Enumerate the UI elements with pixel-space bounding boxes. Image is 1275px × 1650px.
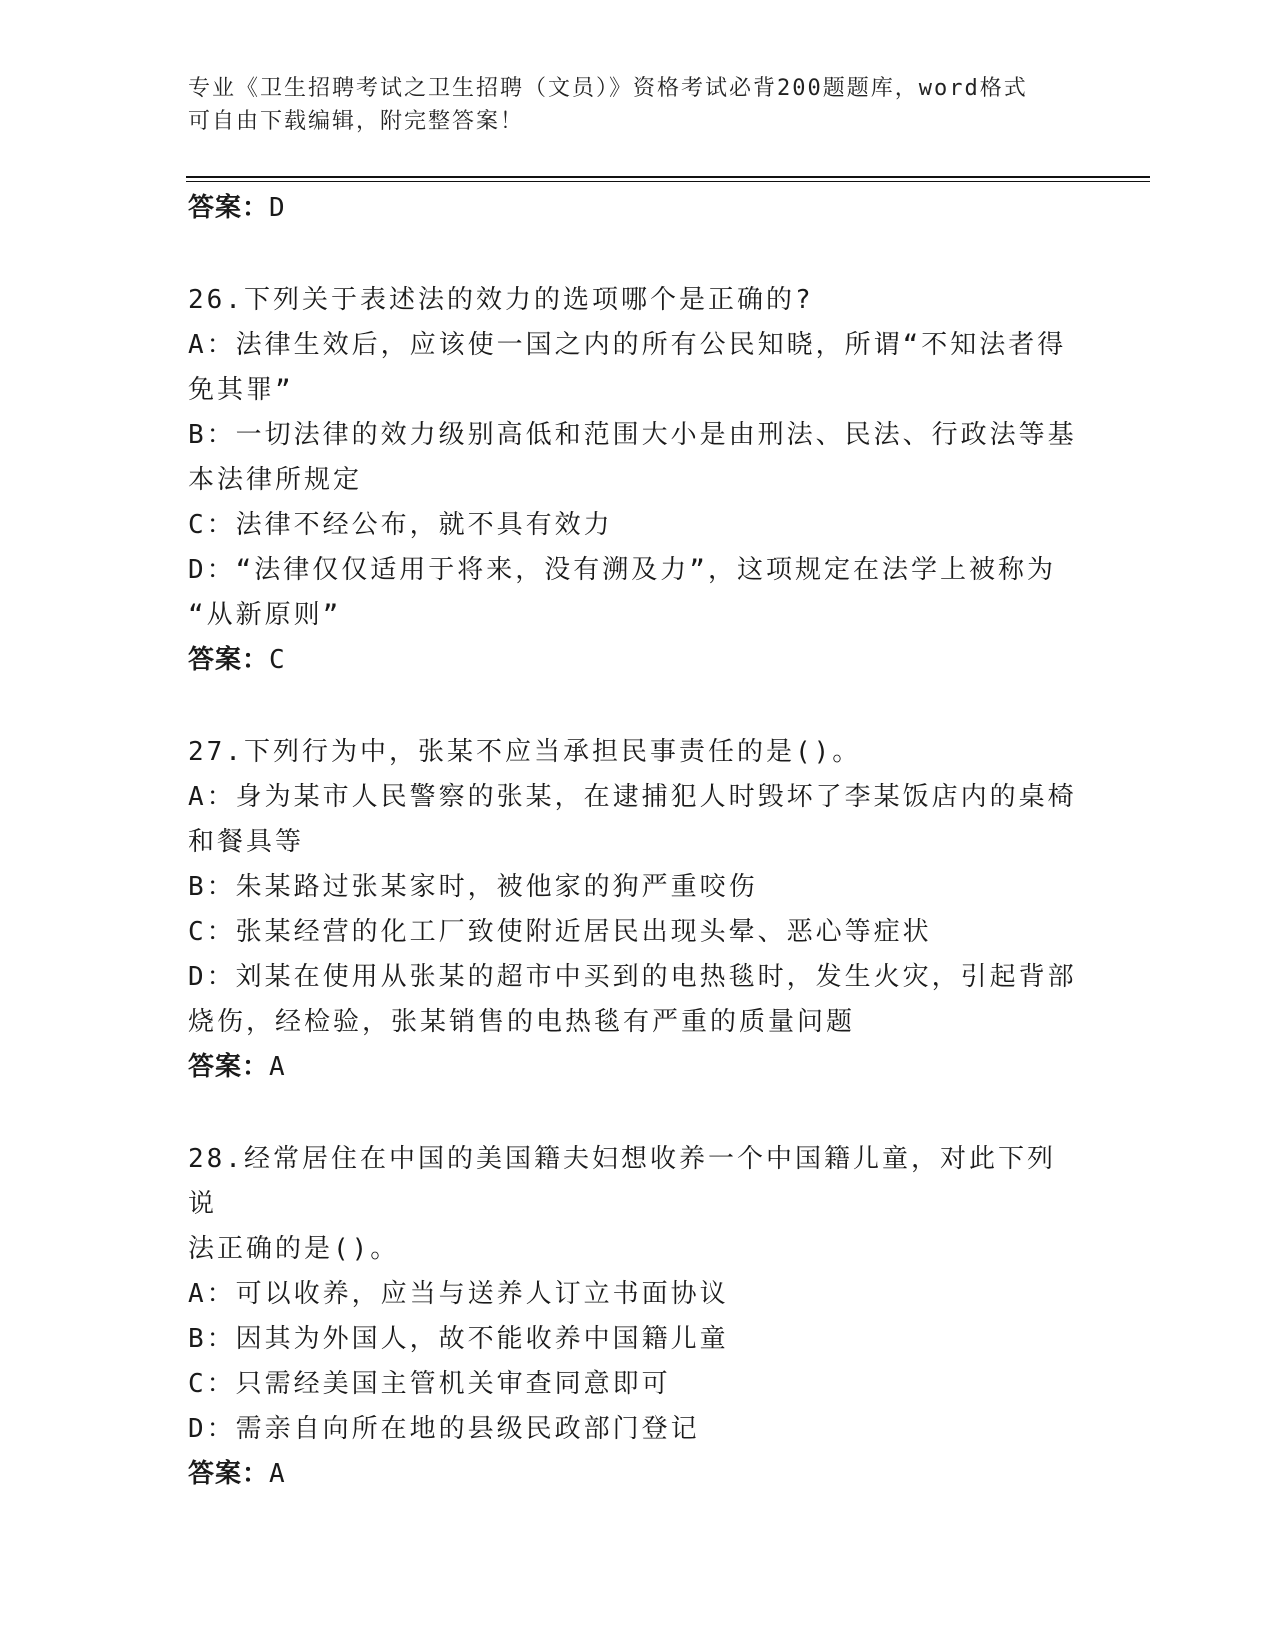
option-text-continued: 烧伤，经检验，张某销售的电热毯有严重的质量问题 [188, 1007, 856, 1037]
answer-value: A [269, 1052, 286, 1082]
option-c [188, 503, 1078, 548]
question-answer [188, 638, 1078, 683]
option-text: C：法律不经公布，就不具有效力 [188, 510, 613, 540]
question-answer [188, 1045, 1078, 1090]
spacer [188, 1090, 1078, 1137]
option-text: A：法律生效后，应该使一国之内的所有公民知晓，所谓“不知法者得 [188, 330, 1067, 360]
question-stem: 26.下列关于表述法的效力的选项哪个是正确的? [188, 285, 814, 315]
option-a [188, 1272, 1078, 1317]
option-d [188, 955, 1078, 1045]
option-d [188, 548, 1078, 638]
option-a [188, 775, 1078, 865]
option-b [188, 865, 1078, 910]
question-27 [188, 730, 1078, 1090]
header-divider-thick [186, 176, 1150, 178]
question-content [188, 186, 1078, 1497]
option-text: B：一切法律的效力级别高低和范围大小是由刑法、民法、行政法等基 [188, 420, 1077, 450]
option-text: A：可以收养，应当与送养人订立书面协议 [188, 1279, 729, 1309]
option-text-continued: 免其罪” [188, 375, 294, 405]
option-text-continued: 本法律所规定 [188, 465, 363, 495]
answer-label: 答案： [188, 645, 270, 675]
option-text: A：身为某市人民警察的张某，在逮捕犯人时毁坏了李某饭店内的桌椅 [188, 782, 1077, 812]
option-text: D：需亲自向所在地的县级民政部门登记 [188, 1414, 700, 1444]
question-answer [188, 1452, 1078, 1497]
spacer [188, 683, 1078, 730]
header-title-line-1: 专业《卫生招聘考试之卫生招聘（文员）》资格考试必背200题题库，word格式 [188, 76, 1028, 101]
question-26 [188, 278, 1078, 683]
option-text-continued: 和餐具等 [188, 827, 305, 857]
option-text: C：张某经营的化工厂致使附近居民出现头晕、恶心等症状 [188, 917, 932, 947]
previous-answer [188, 186, 1078, 231]
option-b [188, 1317, 1078, 1362]
option-d [188, 1407, 1078, 1452]
option-a [188, 323, 1078, 413]
option-text: C：只需经美国主管机关审查同意即可 [188, 1369, 671, 1399]
question-28 [188, 1137, 1078, 1497]
option-b [188, 413, 1078, 503]
option-text: D：刘某在使用从张某的超市中买到的电热毯时，发生火灾，引起背部 [188, 962, 1077, 992]
option-text: B：朱某路过张某家时，被他家的狗严重咬伤 [188, 872, 758, 902]
header-divider-thin [186, 181, 1150, 182]
document-header [188, 72, 1078, 138]
question-stem: 28.经常居住在中国的美国籍夫妇想收养一个中国籍儿童，对此下列说 [188, 1144, 1056, 1219]
answer-value: D [269, 193, 286, 223]
question-stem-continued: 法正确的是()。 [188, 1234, 400, 1264]
question-stem: 27.下列行为中，张某不应当承担民事责任的是()。 [188, 737, 862, 767]
answer-label: 答案： [188, 1459, 270, 1489]
answer-value: C [269, 645, 286, 675]
option-c [188, 1362, 1078, 1407]
option-text-continued: “从新原则” [188, 600, 342, 630]
answer-label: 答案： [188, 1052, 270, 1082]
option-text: B：因其为外国人，故不能收养中国籍儿童 [188, 1324, 729, 1354]
answer-value: A [269, 1459, 286, 1489]
spacer [188, 231, 1078, 278]
answer-label: 答案： [188, 193, 270, 223]
option-text: D：“法律仅仅适用于将来，没有溯及力”，这项规定在法学上被称为 [188, 555, 1056, 585]
option-c [188, 910, 1078, 955]
header-title-line-2: 可自由下载编辑，附完整答案！ [188, 109, 525, 134]
